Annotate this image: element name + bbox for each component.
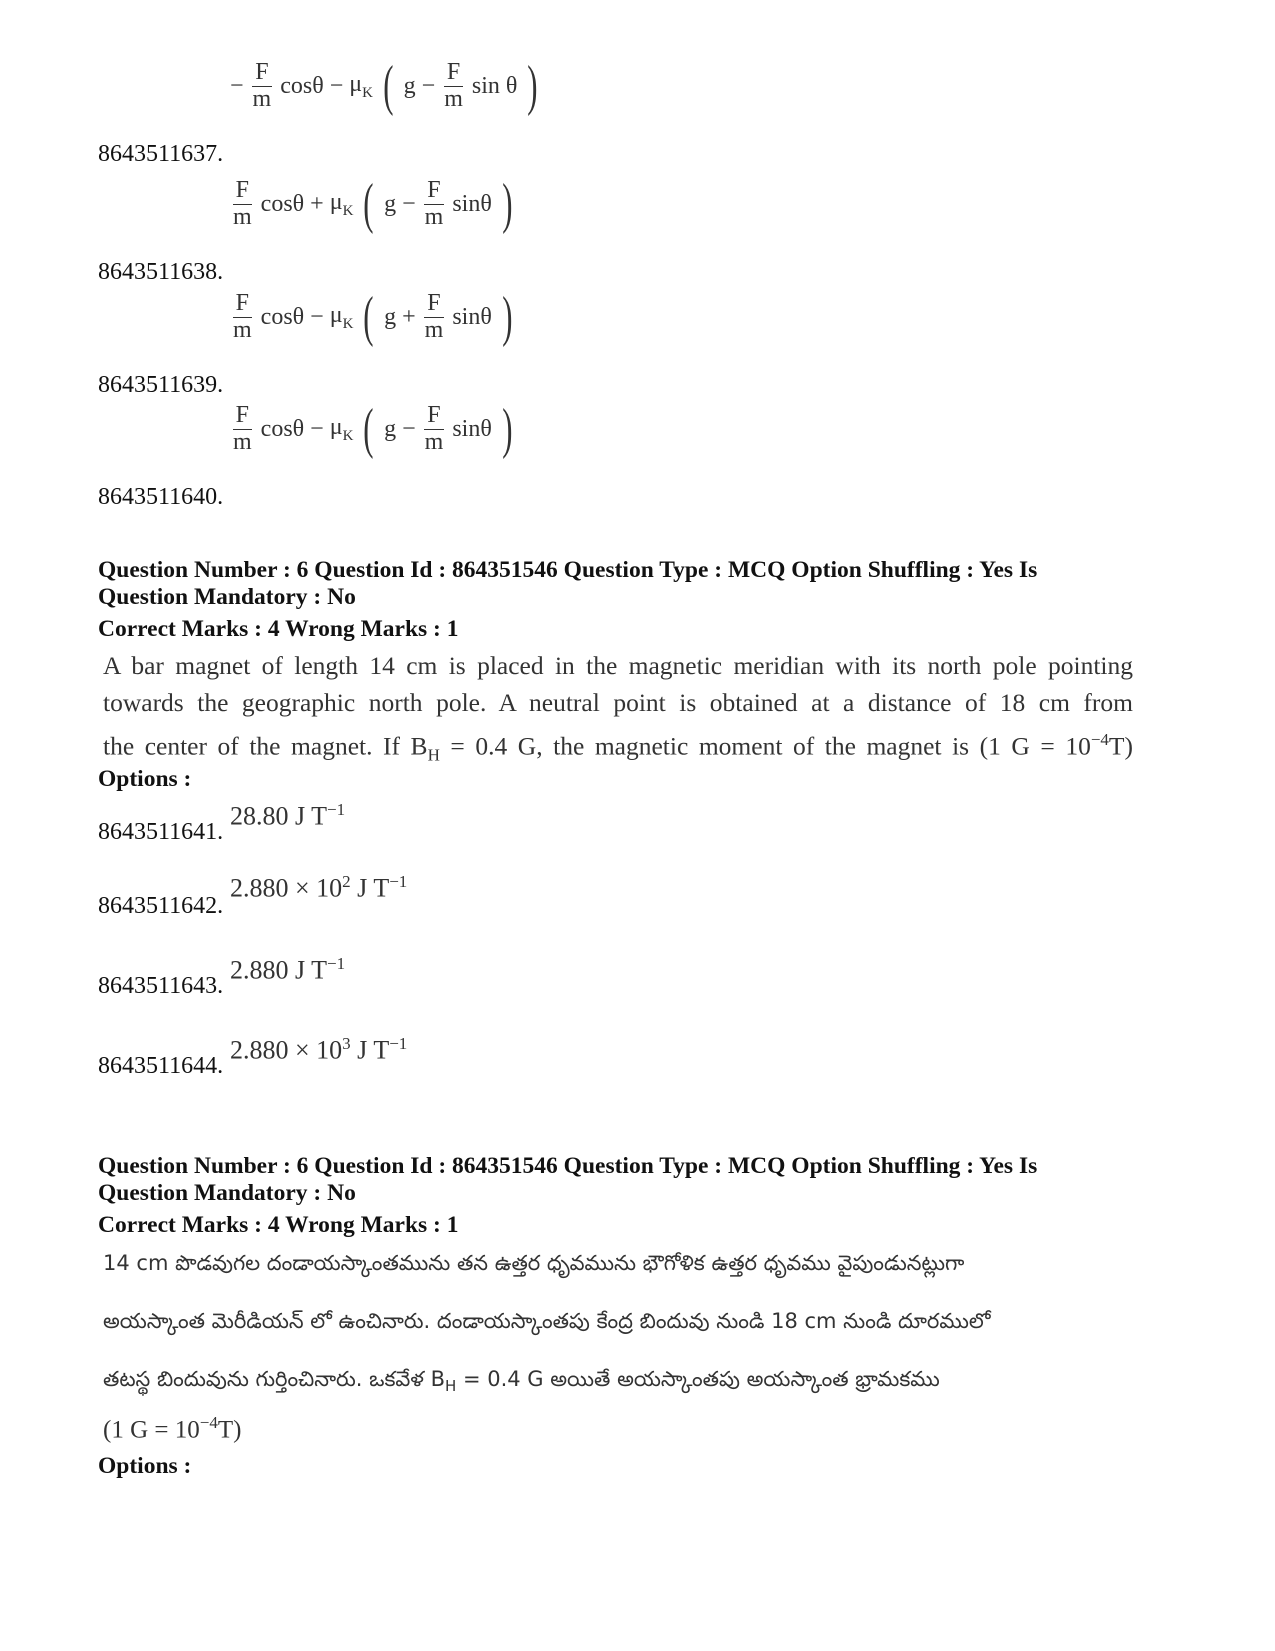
denominator: m xyxy=(424,203,444,230)
numerator: F xyxy=(252,60,271,86)
mu-subscript: K xyxy=(342,427,354,444)
option-row xyxy=(98,173,798,286)
mu-subscript: K xyxy=(342,315,354,332)
option-formula xyxy=(230,398,516,460)
question-meta-line: Question Number : 6 Question Id : 864351546 Question Type : MCQ Option Shuffling : Yes Is xyxy=(98,557,1038,583)
question-text-line: A bar magnet of length 14 cm is placed in the magnetic meridian with its north pole pointing xyxy=(103,651,1133,680)
operator: − xyxy=(402,415,416,442)
question-text-line: అయస్కాంత మెరీడియన్ లో ఉంచినారు. దండాయస్కాంతపు కేంద్ర బిందువు నుండి 18 cm నుండి దూరములో xyxy=(103,1309,991,1333)
marks-line: Correct Marks : 4 Wrong Marks : 1 xyxy=(98,1212,459,1238)
option-formula xyxy=(230,173,516,235)
right-paren: ) xyxy=(502,173,513,235)
text-fragment: = 0.4 G అయితే అయస్కాంతపు అయస్కాంత భ్రామకము xyxy=(456,1367,940,1391)
operator: − xyxy=(421,72,436,99)
answer-value xyxy=(230,872,407,904)
answer-superscript: −1 xyxy=(389,872,408,891)
answer-superscript: −1 xyxy=(327,954,346,973)
denominator: m xyxy=(233,316,252,343)
answer-base: 2.880 J T xyxy=(230,955,328,985)
question-header-en xyxy=(98,557,1178,611)
option-row xyxy=(98,286,798,399)
subscript: H xyxy=(427,745,440,765)
answer-unit: J T xyxy=(350,873,390,903)
fraction xyxy=(230,291,255,342)
g-term: g xyxy=(384,415,397,442)
option-formula xyxy=(230,286,516,348)
answer-base: 2.880 × 10 xyxy=(230,1035,343,1065)
option-id: 8643511644. xyxy=(98,1053,224,1079)
option-row xyxy=(98,55,798,168)
subscript: H xyxy=(445,1377,457,1396)
mu: μ xyxy=(329,413,343,440)
fraction xyxy=(422,178,447,229)
answer-base: 28.80 J T xyxy=(230,801,328,831)
operator: − xyxy=(329,72,344,99)
question-text-line: towards the geographic north pole. A neutral point is obtained at a distance of 18 cm from xyxy=(103,688,1133,717)
left-paren: ( xyxy=(383,55,394,117)
denominator: m xyxy=(444,85,463,112)
fraction xyxy=(230,178,255,229)
superscript: −4 xyxy=(1090,730,1109,749)
option-id: 8643511642. xyxy=(98,893,224,919)
answer-value xyxy=(230,1034,407,1066)
option-id: 8643511639. xyxy=(98,372,224,398)
operator: − xyxy=(310,303,324,330)
answer-superscript: −1 xyxy=(389,1034,408,1053)
question-text-line xyxy=(103,1364,1133,1401)
g-term: g xyxy=(403,72,416,99)
term: sin θ xyxy=(471,72,518,99)
term: cosθ xyxy=(260,303,305,330)
question-header-te xyxy=(98,1153,1178,1207)
term: sinθ xyxy=(452,190,492,217)
answer-value xyxy=(230,954,345,986)
fraction xyxy=(422,291,447,342)
answer-option xyxy=(98,1034,798,1080)
option-id: 8643511638. xyxy=(98,259,224,285)
fraction xyxy=(441,60,466,111)
question-mandatory-line: Question Mandatory : No xyxy=(98,1180,356,1206)
denominator: m xyxy=(252,85,272,112)
term: sinθ xyxy=(452,415,492,442)
option-id: 8643511641. xyxy=(98,819,224,845)
numerator: F xyxy=(233,178,252,204)
mu-subscript: K xyxy=(342,202,354,219)
numerator: F xyxy=(444,60,463,86)
option-id: 8643511640. xyxy=(98,484,224,510)
question-text-line: 14 cm పొడవుగల దండాయస్కాంతమును తన ఉత్తర ధృవమును భౌగోళిక ఉత్తర ధృవము వైపుండునట్లుగా xyxy=(103,1251,965,1275)
right-paren: ) xyxy=(502,286,513,348)
operator: + xyxy=(402,303,416,330)
marks-line: Correct Marks : 4 Wrong Marks : 1 xyxy=(98,616,459,642)
numerator: F xyxy=(424,178,443,204)
text-fragment: = 0.4 G, the magnetic moment of the magnet is (1 G = 10 xyxy=(439,731,1091,761)
minus-sign: − xyxy=(230,72,244,99)
operator: − xyxy=(310,415,324,442)
denominator: m xyxy=(233,203,252,230)
question-mandatory-line: Question Mandatory : No xyxy=(98,584,356,610)
operator: + xyxy=(310,190,324,217)
mu-subscript: K xyxy=(362,84,373,101)
option-id: 8643511643. xyxy=(98,973,224,999)
question-meta-line: Question Number : 6 Question Id : 864351546 Question Type : MCQ Option Shuffling : Yes Is xyxy=(98,1153,1038,1179)
question-text-line xyxy=(103,1408,1133,1445)
options-label: Options : xyxy=(98,766,192,792)
answer-exponent: 3 xyxy=(342,1034,351,1053)
answer-unit: J T xyxy=(350,1035,390,1065)
fraction xyxy=(230,403,255,454)
numerator: F xyxy=(424,403,443,429)
mu-symbol xyxy=(349,71,373,102)
term: cosθ xyxy=(260,190,305,217)
text-fragment: తటస్థ బిందువును గుర్తించినారు. ఒకవేళ B xyxy=(103,1367,445,1391)
answer-option xyxy=(98,954,798,1000)
answer-option xyxy=(98,872,798,920)
fraction xyxy=(250,60,275,111)
option-id: 8643511637. xyxy=(98,141,224,167)
g-term: g xyxy=(384,303,397,330)
left-paren: ( xyxy=(363,398,374,460)
option-row xyxy=(98,398,798,511)
term: sinθ xyxy=(452,303,492,330)
left-paren: ( xyxy=(363,173,374,235)
text-fragment: the center of the magnet. If B xyxy=(103,731,428,761)
term: cosθ xyxy=(260,415,305,442)
mu-symbol xyxy=(330,302,354,333)
right-paren: ) xyxy=(502,398,513,460)
mu: μ xyxy=(329,188,343,215)
text-fragment: T) xyxy=(217,1416,242,1444)
numerator: F xyxy=(424,291,443,317)
numerator: F xyxy=(233,403,252,429)
denominator: m xyxy=(424,428,444,455)
term: cosθ xyxy=(280,72,324,99)
fraction xyxy=(422,403,447,454)
answer-value xyxy=(230,800,345,832)
option-formula xyxy=(230,55,542,117)
denominator: m xyxy=(233,428,252,455)
operator: − xyxy=(402,190,416,217)
left-paren: ( xyxy=(363,286,374,348)
superscript: −4 xyxy=(199,1413,218,1432)
answer-base: 2.880 × 10 xyxy=(230,873,343,903)
denominator: m xyxy=(424,316,444,343)
text-fragment: T) xyxy=(1108,731,1133,761)
g-term: g xyxy=(384,190,397,217)
answer-exponent: 2 xyxy=(342,872,351,891)
mu-symbol xyxy=(330,189,354,220)
answer-option xyxy=(98,800,798,846)
mu: μ xyxy=(349,70,363,97)
mu-symbol xyxy=(330,414,354,445)
question-text-line xyxy=(103,721,1133,774)
options-label: Options : xyxy=(98,1453,192,1479)
numerator: F xyxy=(233,291,252,317)
right-paren: ) xyxy=(527,55,538,117)
answer-superscript: −1 xyxy=(327,800,346,819)
mu: μ xyxy=(329,301,343,328)
text-fragment: (1 G = 10 xyxy=(103,1416,200,1444)
